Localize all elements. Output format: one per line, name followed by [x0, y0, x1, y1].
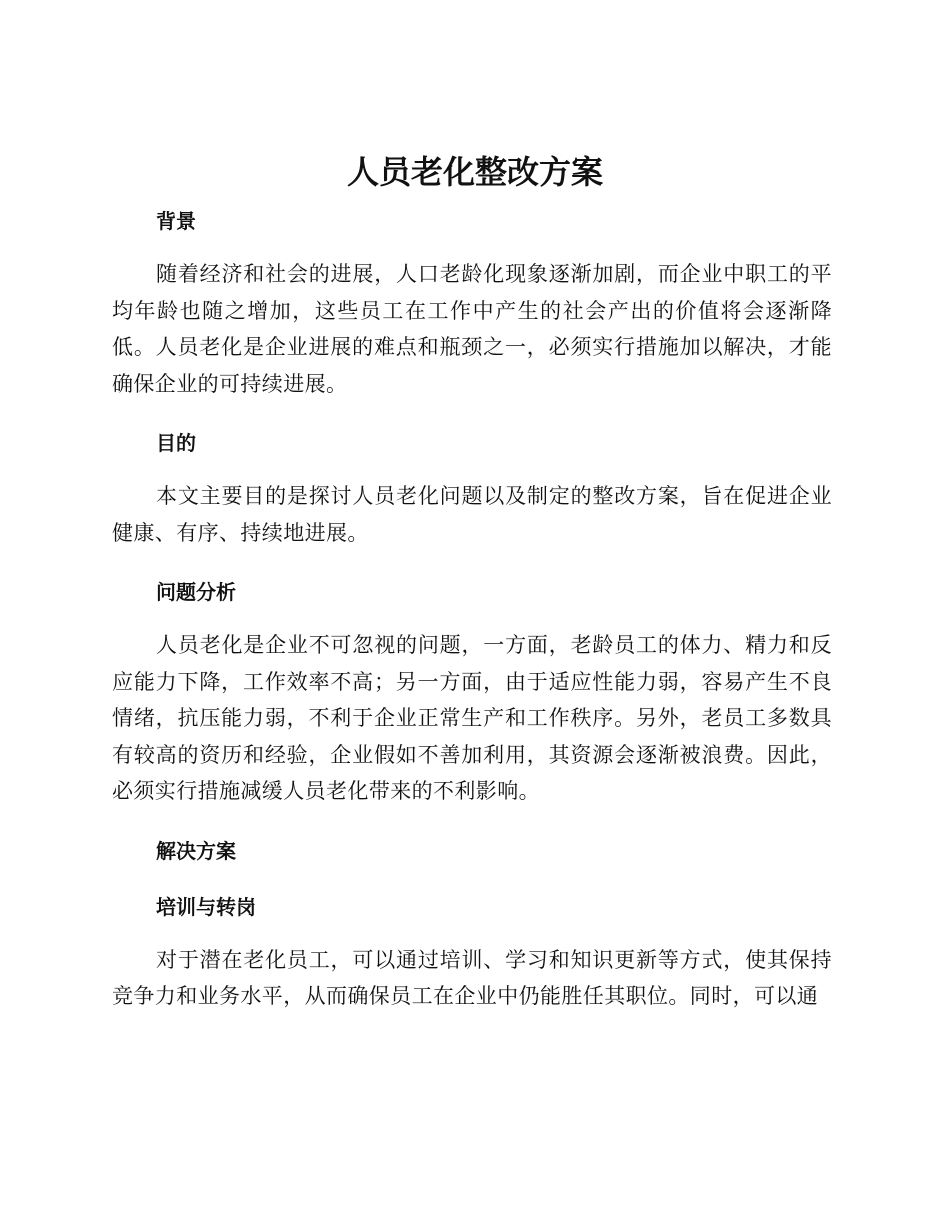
document-title: 人员老化整改方案 — [346, 153, 603, 191]
section-paragraph-purpose: 本文主要目的是探讨人员老化问题以及制定的整改方案，旨在促进企业健康、有序、持续地进展。 — [112, 484, 832, 545]
section-paragraph-background: 随着经济和社会的进展，人口老龄化现象逐渐加剧，而企业中职工的平均年龄也随之增加，这些员工在工作中产生的社会产出的价值将会逐渐降低。人员老化是企业进展的难点和瓶颈之一，必须实行措施加以解决，才能确保企业的可持续进展。 — [112, 262, 832, 396]
section-heading-purpose: 目的 — [156, 431, 196, 455]
section-heading-analysis: 问题分析 — [156, 580, 236, 604]
section-paragraph-analysis: 人员老化是企业不可忽视的问题，一方面，老龄员工的体力、精力和反应能力下降，工作效率不高；另一方面，由于适应性能力弱，容易产生不良情绪，抗压能力弱，不利于企业正常生产和工作秩序。另外，老员工多数具有较高的资历和经验，企业假如不善加利用，其资源会逐渐被浪费。因此，必须实行措施减缓人员老化带来的不利影响。 — [112, 633, 832, 803]
section-paragraph-training: 对于潜在老化员工，可以通过培训、学习和知识更新等方式，使其保持竞争力和业务水平，从而确保员工在企业中仍能胜任其职位。同时，可以通 — [112, 947, 832, 1008]
section-heading-training: 培训与转岗 — [156, 894, 256, 919]
section-heading-background: 背景 — [156, 209, 196, 233]
document-body — [112, 200, 832, 1015]
section-heading-solution: 解决方案 — [156, 838, 236, 863]
